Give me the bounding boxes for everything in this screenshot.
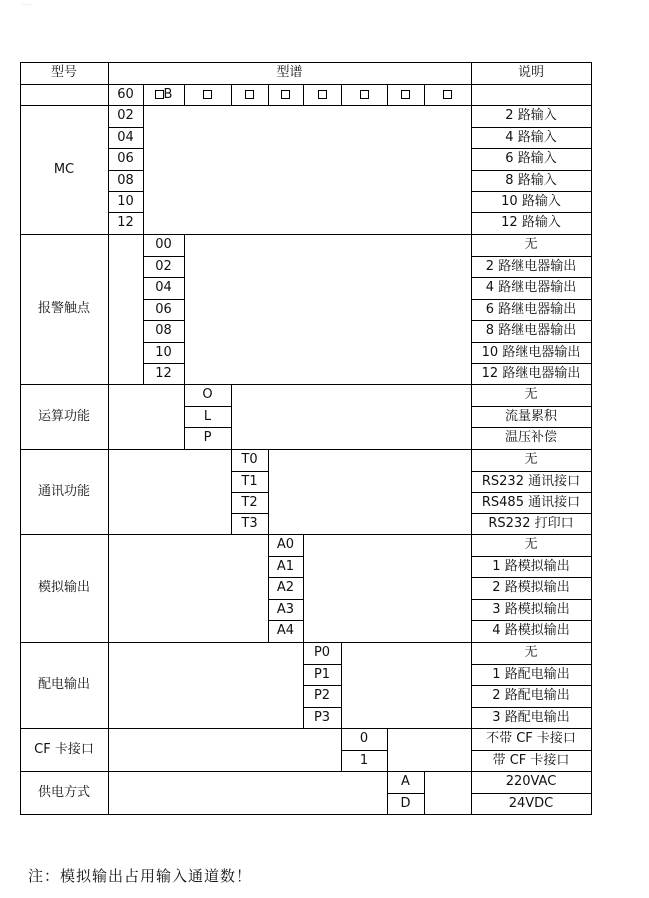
option-code-text: A3 bbox=[276, 602, 295, 617]
option-code-text: T1 bbox=[241, 474, 258, 489]
option-code-text: 10 bbox=[117, 194, 134, 209]
group-name-0-text: MC bbox=[53, 162, 75, 177]
group-separator bbox=[20, 771, 592, 772]
option-code-text: 04 bbox=[117, 130, 134, 145]
option-description bbox=[471, 623, 591, 639]
group-separator bbox=[20, 534, 592, 535]
option-code bbox=[108, 173, 143, 189]
option-description-text: 220VAC bbox=[505, 774, 557, 789]
code-row-rule bbox=[303, 707, 342, 708]
code-row-rule bbox=[387, 793, 425, 794]
option-description bbox=[471, 537, 591, 553]
option-description-text: 10 路输入 bbox=[501, 194, 561, 209]
option-description bbox=[471, 559, 591, 575]
option-description bbox=[471, 602, 591, 618]
option-description bbox=[471, 280, 591, 296]
option-code-text: 0 bbox=[359, 731, 369, 746]
code-head-placeholder bbox=[303, 87, 341, 103]
option-code-text: 12 bbox=[155, 366, 172, 381]
option-code bbox=[231, 452, 268, 468]
table-rule bbox=[108, 449, 109, 535]
option-description bbox=[471, 430, 591, 446]
option-description-text: 带 CF 卡接口 bbox=[492, 753, 570, 768]
desc-row-rule bbox=[471, 170, 592, 171]
code-row-rule bbox=[143, 342, 185, 343]
code-row-rule bbox=[268, 556, 304, 557]
table-rule bbox=[108, 234, 109, 385]
option-code bbox=[143, 302, 184, 318]
code-row-rule bbox=[303, 685, 342, 686]
desc-row-rule bbox=[471, 256, 592, 257]
option-description-text: 3 路配电输出 bbox=[492, 710, 570, 725]
option-code bbox=[387, 796, 424, 812]
code-row-rule bbox=[143, 320, 185, 321]
desc-row-rule bbox=[471, 599, 592, 600]
group-name-1-text: 报警触点 bbox=[37, 301, 90, 316]
desc-row-rule bbox=[471, 556, 592, 557]
table-right-border bbox=[591, 62, 592, 815]
option-description bbox=[471, 130, 591, 146]
option-code-text: 10 bbox=[155, 345, 172, 360]
option-code bbox=[108, 108, 143, 124]
option-description bbox=[471, 516, 591, 532]
group-name-3-text: 通讯功能 bbox=[37, 484, 90, 499]
option-description-text: 4 路模拟输出 bbox=[492, 623, 570, 638]
option-code bbox=[303, 688, 341, 704]
option-description bbox=[471, 580, 591, 596]
option-description bbox=[471, 731, 591, 747]
group-separator bbox=[20, 234, 592, 235]
option-description bbox=[471, 366, 591, 382]
option-code bbox=[231, 495, 268, 511]
option-code-text: T0 bbox=[241, 452, 258, 467]
option-description-text: 不带 CF 卡接口 bbox=[486, 731, 576, 746]
code-row-rule bbox=[268, 599, 304, 600]
option-description-text: 6 路输入 bbox=[505, 151, 557, 166]
option-description-text: 无 bbox=[524, 537, 538, 552]
option-description-text: 2 路输入 bbox=[505, 108, 557, 123]
option-code bbox=[231, 474, 268, 490]
option-code-text: A bbox=[401, 774, 410, 789]
option-description bbox=[471, 474, 591, 490]
code-row-rule bbox=[143, 256, 185, 257]
option-description bbox=[471, 452, 591, 468]
group-name-2 bbox=[20, 409, 108, 425]
group-name-6-text: CF 卡接口 bbox=[34, 742, 94, 757]
option-description-text: 10 路继电器输出 bbox=[481, 345, 581, 360]
option-description-text: 24VDC bbox=[508, 796, 554, 811]
option-description-text: 4 路输入 bbox=[505, 130, 557, 145]
option-description-text: 2 路继电器输出 bbox=[485, 259, 577, 274]
faint-header-text: ····· bbox=[22, 2, 32, 9]
code-head-placeholder bbox=[341, 87, 387, 103]
table-rule bbox=[231, 384, 232, 450]
option-code bbox=[108, 151, 143, 167]
code-row-rule bbox=[184, 406, 232, 407]
option-description-text: 8 路输入 bbox=[505, 173, 557, 188]
group-name-1 bbox=[20, 301, 108, 317]
option-description bbox=[471, 495, 591, 511]
option-code bbox=[303, 667, 341, 683]
option-description-text: 温压补偿 bbox=[504, 430, 557, 445]
header-description bbox=[471, 65, 591, 81]
option-code bbox=[268, 537, 303, 553]
code-head-b-text: B bbox=[163, 87, 173, 102]
option-code bbox=[268, 580, 303, 596]
desc-row-rule bbox=[471, 685, 592, 686]
option-code bbox=[143, 237, 184, 253]
desc-row-rule bbox=[471, 363, 592, 364]
code-row-rule bbox=[341, 750, 388, 751]
header-model-text: 型号 bbox=[50, 65, 77, 80]
code-head-60 bbox=[108, 87, 143, 103]
desc-row-rule bbox=[471, 620, 592, 621]
option-code bbox=[108, 194, 143, 210]
option-description-text: 12 路继电器输出 bbox=[481, 366, 581, 381]
option-description bbox=[471, 302, 591, 318]
desc-row-rule bbox=[471, 342, 592, 343]
code-row-rule bbox=[268, 577, 304, 578]
option-description-text: 无 bbox=[524, 645, 538, 660]
table-rule bbox=[108, 384, 109, 450]
option-description bbox=[471, 345, 591, 361]
option-code-text: D bbox=[400, 796, 411, 811]
code-head-placeholder bbox=[424, 87, 471, 103]
code-row-rule bbox=[268, 620, 304, 621]
group-name-5 bbox=[20, 677, 108, 693]
group-separator bbox=[20, 642, 592, 643]
option-code-text: P bbox=[203, 430, 212, 445]
group-separator bbox=[20, 384, 592, 385]
option-description-text: 1 路配电输出 bbox=[492, 667, 570, 682]
group-name-2-text: 运算功能 bbox=[37, 409, 90, 424]
option-code bbox=[268, 602, 303, 618]
option-code-text: P0 bbox=[313, 645, 331, 660]
code-row-rule bbox=[108, 148, 144, 149]
option-description bbox=[471, 323, 591, 339]
table-rule bbox=[108, 771, 109, 815]
option-code bbox=[143, 280, 184, 296]
option-description-text: 无 bbox=[524, 237, 538, 252]
code-row-rule bbox=[231, 513, 269, 514]
desc-row-rule bbox=[471, 750, 592, 751]
code-head-placeholder bbox=[231, 87, 268, 103]
option-code-text: T3 bbox=[241, 516, 258, 531]
option-description bbox=[471, 753, 591, 769]
option-description bbox=[471, 667, 591, 683]
option-description bbox=[471, 796, 591, 812]
option-description bbox=[471, 237, 591, 253]
group-name-4-text: 模拟输出 bbox=[37, 580, 90, 595]
code-row-rule bbox=[143, 363, 185, 364]
option-description bbox=[471, 151, 591, 167]
code-head-placeholder bbox=[184, 87, 231, 103]
group-name-7-text: 供电方式 bbox=[37, 785, 90, 800]
checkbox-square-icon bbox=[401, 90, 410, 99]
header-spectrum-text: 型谱 bbox=[276, 65, 303, 80]
option-description-text: RS232 通讯接口 bbox=[481, 474, 581, 489]
group-name-3 bbox=[20, 484, 108, 500]
option-code-text: 12 bbox=[117, 215, 134, 230]
checkbox-square-icon bbox=[360, 90, 369, 99]
checkbox-square-icon bbox=[203, 90, 212, 99]
group-name-0 bbox=[20, 162, 108, 178]
desc-row-rule bbox=[471, 148, 592, 149]
footnote: 注：模拟输出占用输入通道数！ bbox=[28, 867, 253, 885]
checkbox-square-icon bbox=[443, 90, 452, 99]
checkbox-square-icon bbox=[281, 90, 290, 99]
option-code bbox=[108, 215, 143, 231]
option-code-text: L bbox=[203, 409, 212, 424]
code-head-60-text: 60 bbox=[117, 87, 134, 102]
option-description bbox=[471, 215, 591, 231]
table-rule bbox=[20, 105, 592, 106]
header-model bbox=[20, 65, 108, 81]
code-head-placeholder bbox=[268, 87, 303, 103]
header-spectrum bbox=[108, 65, 471, 81]
group-separator bbox=[20, 449, 592, 450]
option-code-text: 00 bbox=[155, 237, 172, 252]
option-description-text: 8 路继电器输出 bbox=[485, 323, 577, 338]
option-code bbox=[341, 731, 387, 747]
code-head-b bbox=[143, 87, 184, 103]
desc-row-rule bbox=[471, 406, 592, 407]
option-description bbox=[471, 774, 591, 790]
desc-row-rule bbox=[471, 513, 592, 514]
option-description-text: 无 bbox=[524, 387, 538, 402]
option-code-text: A4 bbox=[276, 623, 295, 638]
option-description-text: 3 路模拟输出 bbox=[492, 602, 570, 617]
option-description-text: 2 路配电输出 bbox=[492, 688, 570, 703]
option-code-text: 08 bbox=[117, 173, 134, 188]
option-description bbox=[471, 108, 591, 124]
option-code-text: A2 bbox=[276, 580, 295, 595]
option-code bbox=[341, 753, 387, 769]
option-code bbox=[143, 323, 184, 339]
option-code-text: P1 bbox=[313, 667, 331, 682]
option-code-text: T2 bbox=[241, 495, 258, 510]
desc-row-rule bbox=[471, 471, 592, 472]
option-code-text: O bbox=[202, 387, 213, 402]
group-name-7 bbox=[20, 785, 108, 801]
option-code bbox=[108, 130, 143, 146]
option-code-text: 02 bbox=[155, 259, 172, 274]
group-name-4 bbox=[20, 580, 108, 596]
desc-row-rule bbox=[471, 577, 592, 578]
code-row-rule bbox=[143, 299, 185, 300]
option-code-text: 04 bbox=[155, 280, 172, 295]
code-row-rule bbox=[184, 427, 232, 428]
desc-row-rule bbox=[471, 793, 592, 794]
option-code bbox=[231, 516, 268, 532]
code-row-rule bbox=[108, 191, 144, 192]
code-row-rule bbox=[303, 664, 342, 665]
option-description bbox=[471, 688, 591, 704]
option-code bbox=[387, 774, 424, 790]
desc-row-rule bbox=[471, 492, 592, 493]
code-row-rule bbox=[108, 170, 144, 171]
checkbox-square-icon bbox=[245, 90, 254, 99]
option-description bbox=[471, 194, 591, 210]
table-rule bbox=[303, 534, 304, 643]
checkbox-square-icon bbox=[318, 90, 327, 99]
option-code bbox=[303, 710, 341, 726]
option-code-text: 02 bbox=[117, 108, 134, 123]
option-code bbox=[143, 345, 184, 361]
table-rule bbox=[108, 642, 109, 729]
option-code bbox=[184, 387, 231, 403]
table-rule bbox=[108, 534, 109, 643]
option-description bbox=[471, 645, 591, 661]
option-description bbox=[471, 409, 591, 425]
desc-row-rule bbox=[471, 664, 592, 665]
code-row-rule bbox=[231, 471, 269, 472]
group-separator bbox=[20, 728, 592, 729]
option-description bbox=[471, 259, 591, 275]
option-description-text: 流量累积 bbox=[504, 409, 557, 424]
table-rule bbox=[108, 728, 109, 772]
option-description-text: 6 路继电器输出 bbox=[485, 302, 577, 317]
option-code bbox=[268, 623, 303, 639]
group-separator bbox=[20, 814, 592, 815]
table-rule bbox=[471, 84, 472, 106]
desc-row-rule bbox=[471, 212, 592, 213]
code-head-placeholder bbox=[387, 87, 424, 103]
option-description-text: 12 路输入 bbox=[501, 215, 561, 230]
option-description bbox=[471, 710, 591, 726]
desc-row-rule bbox=[471, 277, 592, 278]
option-description bbox=[471, 387, 591, 403]
option-code bbox=[184, 430, 231, 446]
desc-row-rule bbox=[471, 299, 592, 300]
option-description-text: 4 路继电器输出 bbox=[485, 280, 577, 295]
option-code-text: P2 bbox=[313, 688, 331, 703]
desc-row-rule bbox=[471, 127, 592, 128]
option-description-text: RS485 通讯接口 bbox=[481, 495, 581, 510]
option-code-text: 06 bbox=[155, 302, 172, 317]
checkbox-square-icon bbox=[155, 90, 164, 99]
desc-row-rule bbox=[471, 320, 592, 321]
desc-row-rule bbox=[471, 707, 592, 708]
code-row-rule bbox=[108, 212, 144, 213]
option-description bbox=[471, 173, 591, 189]
option-code bbox=[303, 645, 341, 661]
group-name-5-text: 配电输出 bbox=[37, 677, 90, 692]
header-description-text: 说明 bbox=[517, 65, 544, 80]
code-row-rule bbox=[108, 127, 144, 128]
option-code-text: 06 bbox=[117, 151, 134, 166]
option-code-text: A0 bbox=[276, 537, 295, 552]
option-description-text: RS232 打印口 bbox=[488, 516, 574, 531]
desc-row-rule bbox=[471, 427, 592, 428]
option-code bbox=[143, 366, 184, 382]
table-top-border bbox=[20, 62, 592, 63]
option-description-text: 2 路模拟输出 bbox=[492, 580, 570, 595]
option-code bbox=[268, 559, 303, 575]
option-description-text: 1 路模拟输出 bbox=[492, 559, 570, 574]
option-code bbox=[184, 409, 231, 425]
option-description-text: 无 bbox=[524, 452, 538, 467]
code-row-rule bbox=[231, 492, 269, 493]
desc-row-rule bbox=[471, 191, 592, 192]
option-code-text: 08 bbox=[155, 323, 172, 338]
option-code bbox=[143, 259, 184, 275]
option-code-text: P3 bbox=[313, 710, 331, 725]
code-row-rule bbox=[143, 277, 185, 278]
group-name-6 bbox=[20, 742, 108, 758]
option-code-text: 1 bbox=[359, 753, 369, 768]
table-rule bbox=[20, 84, 592, 85]
option-code-text: A1 bbox=[276, 559, 295, 574]
